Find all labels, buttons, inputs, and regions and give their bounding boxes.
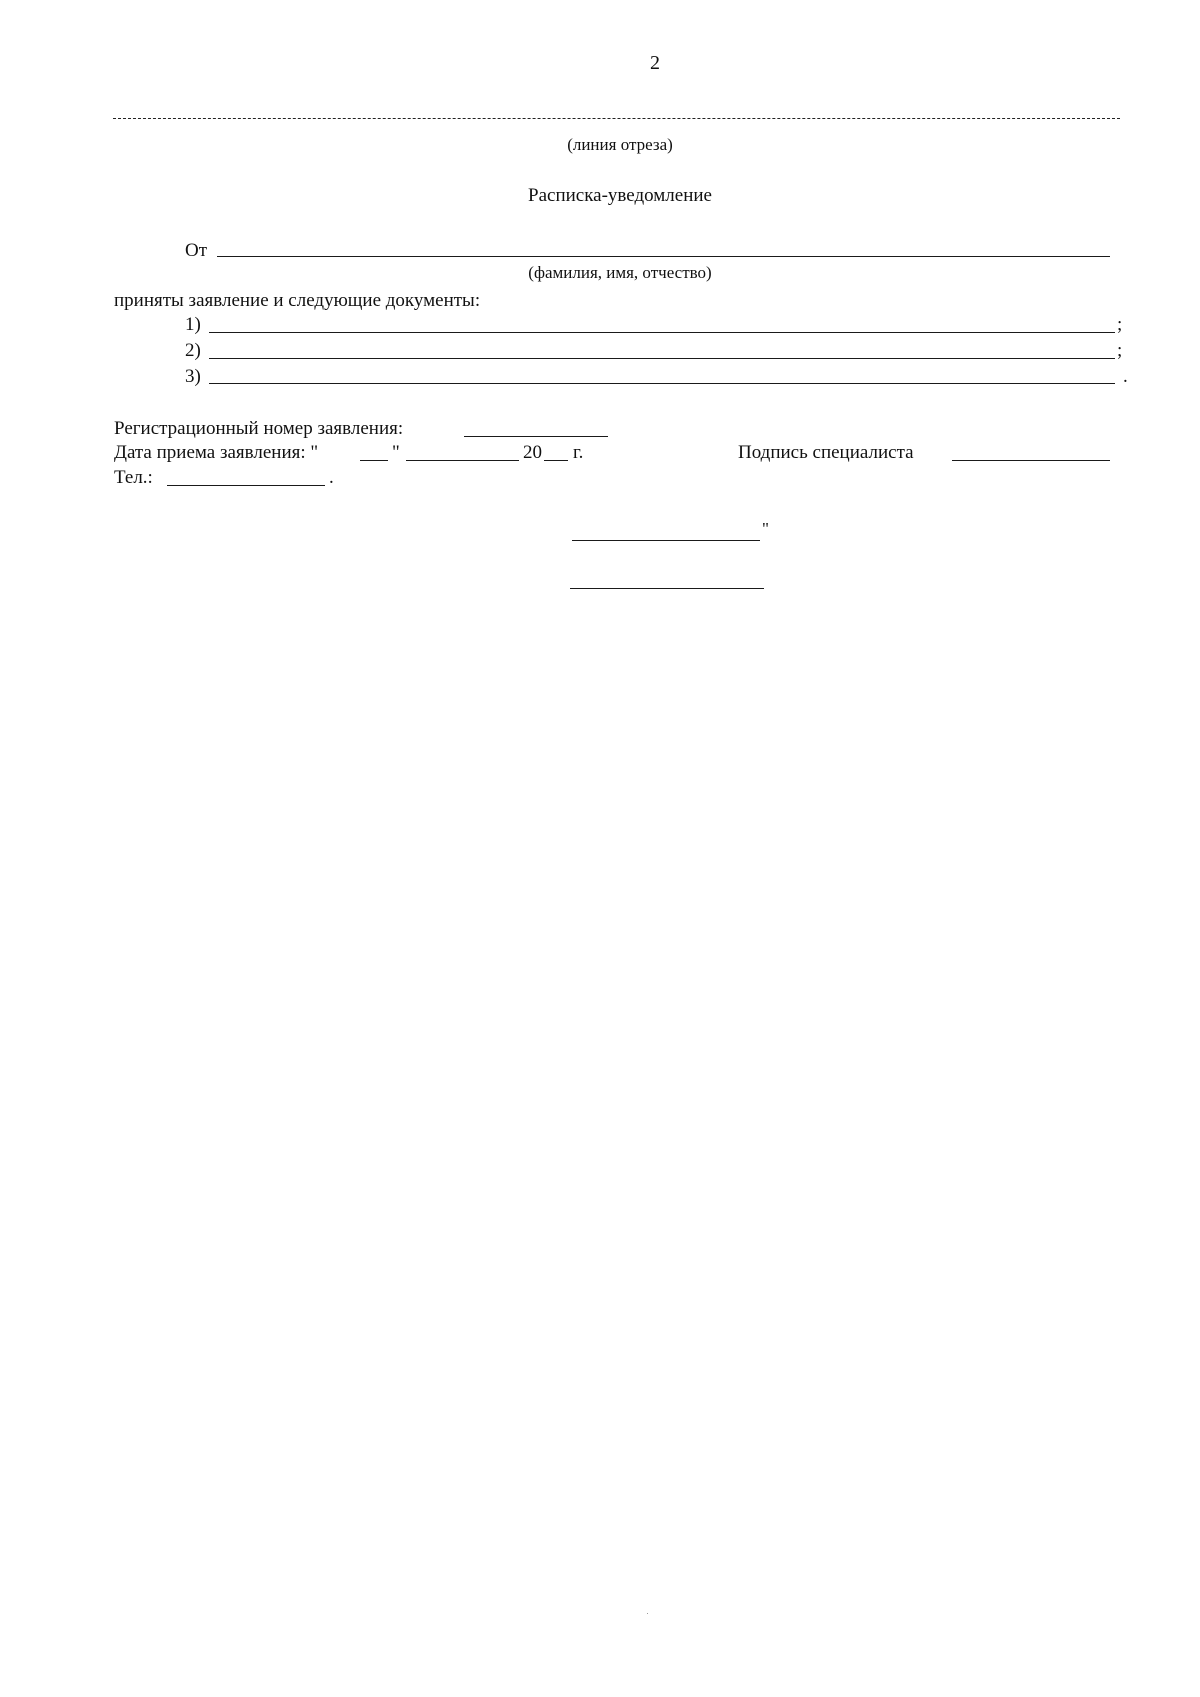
document-title: Расписка-уведомление — [528, 185, 712, 206]
date-year-field[interactable] — [544, 460, 568, 461]
document-number-1: 1) — [185, 314, 201, 335]
document-field-3[interactable] — [209, 383, 1115, 384]
date-month-field[interactable] — [406, 460, 519, 461]
document-end-2: ; — [1117, 340, 1123, 361]
date-quote-close: " — [392, 442, 400, 463]
reg-number-label: Регистрационный номер заявления: — [114, 418, 404, 439]
document-end-3: . — [1123, 366, 1128, 387]
blank-line-quote: " — [762, 519, 769, 538]
date-year-suffix: г. — [573, 442, 584, 463]
page-number: 2 — [650, 52, 660, 74]
cut-line — [113, 118, 1120, 119]
fio-caption: (фамилия, имя, отчество) — [528, 263, 712, 282]
blank-line-lower[interactable] — [570, 588, 764, 589]
phone-field[interactable] — [167, 485, 325, 486]
reg-number-field[interactable] — [464, 436, 608, 437]
document-number-3: 3) — [185, 366, 201, 387]
phone-end: . — [329, 467, 334, 488]
scan-speck — [647, 1613, 648, 1614]
signature-label: Подпись специалиста — [738, 442, 914, 463]
document-field-2[interactable] — [209, 358, 1115, 359]
document-end-1: ; — [1117, 314, 1123, 335]
blank-line-upper[interactable] — [572, 540, 760, 541]
date-year-prefix: 20 — [523, 442, 542, 463]
accepted-text: приняты заявление и следующие документы: — [114, 290, 481, 311]
fio-field[interactable] — [217, 256, 1110, 257]
document-number-2: 2) — [185, 340, 201, 361]
date-label: Дата приема заявления: " — [114, 442, 319, 463]
cut-line-label: (линия отреза) — [567, 135, 673, 154]
from-label: От — [185, 240, 208, 261]
date-day-field[interactable] — [360, 460, 388, 461]
signature-field[interactable] — [952, 460, 1110, 461]
phone-label: Тел.: — [114, 467, 153, 488]
document-field-1[interactable] — [209, 332, 1115, 333]
